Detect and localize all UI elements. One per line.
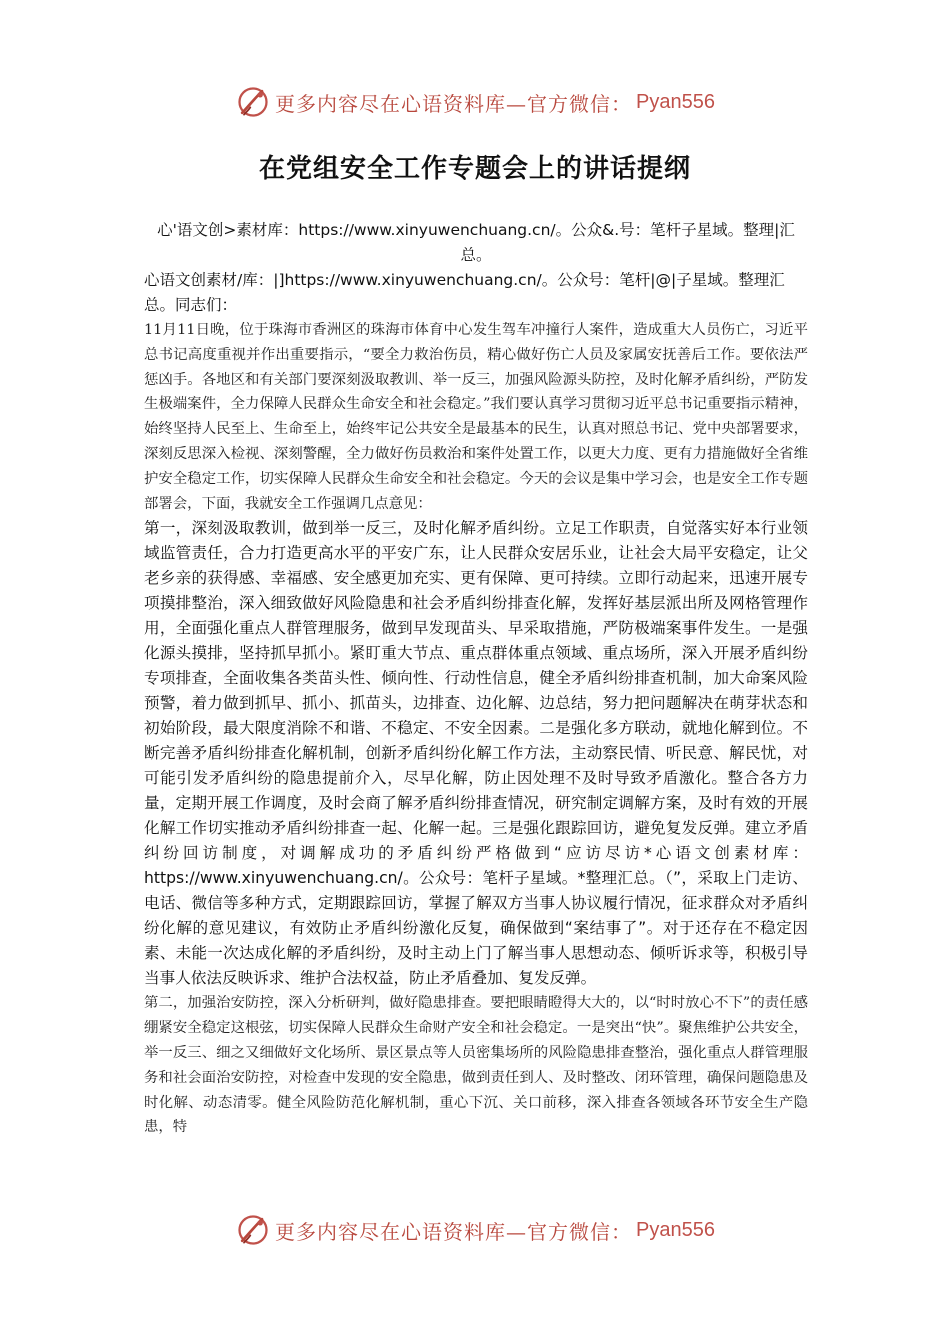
- document-body: [144, 218, 808, 1140]
- brush-logo-icon: [235, 1212, 271, 1248]
- banner-text: 更多内容尽在心语资料库—官方微信：: [275, 1219, 633, 1244]
- document-title: 在党组安全工作专题会上的讲话提纲: [258, 154, 691, 184]
- banner-text: 更多内容尽在心语资料库—官方微信：: [275, 91, 633, 116]
- paragraph-first-point: 第一，深刻汲取教训，做到举一反三，及时化解矛盾纠纷。立足工作职责，自觉落实好本行业领域监管责任，合力打造更高水平的平安广东，让人民群众安居乐业，让社会大局平安稳定，让父老乡亲的获得感、幸福感、安全感更加充实、更有保障、更可持续。立即行动起来，迅速开展专项摸排整治，深入细致做好风险隐患和社会矛盾纠纷排查化解，发挥好基层派出所及网格管理作用，全面强化重点人群管理服务，做到早发现苗头、早采取措施，严防极端案事件发生。一是强化源头摸排，坚持抓早抓小。紧盯重大节点、重点群体重点领域、重点场所，深入开展矛盾纠纷专项排查，全面收集各类苗头性、倾向性、行动性信息，健全矛盾纠纷排查机制，加大命案风险预警，着力做到抓早、抓小、抓苗头，边排查、边化解、边总结，努力把问题解决在萌芽状态和初始阶段，最大限度消除不和谐、不稳定、不安全因素。二是强化多方联动，就地化解到位。不断完善矛盾纠纷排查化解机制，创新矛盾纠纷化解工作方法，主动察民情、听民意、解民忧，对可能引发矛盾纠纷的隐患提前介入，尽早化解，防止因处理不及时导致矛盾激化。整合各方力量，定期开展工作调度，及时会商了解矛盾纠纷排查情况，研究制定调解方案，及时有效的开展化解工作切实推动矛盾纠纷排查一起、化解一起。三是强化跟踪回访，避免复发反弹。建立矛盾纠纷回访制度，对调解成功的矛盾纠纷严格做到“应访尽访*心语文创素材库：https://www.xinyuwenchuang.cn/。公众号：笔杆子星域。*整理汇总。（”，采取上门走访、电话、微信等多种方式，定期跟踪回访，掌握了解双方当事人协议履行情况，征求群众对矛盾纠纷化解的意见建议，有效防止矛盾纠纷激化反复，确保做到“案结事了”。对于还存在不稳定因素、未能一次达成化解的矛盾纠纷，及时主动上门了解当事人思想动态、倾听诉求等，积极引导当事人依法反映诉求、维护合法权益，防止矛盾叠加、复发反弹。: [144, 519, 808, 988]
- paragraph-second-point: 第二，加强治安防控，深入分析研判，做好隐患排查。要把眼睛瞪得大大的，以“时时放心不下”的责任感绷紧安全稳定这根弦，切实保障人民群众生命财产安全和社会稳定。一是突出“快”。聚焦维护公共安全，举一反三、细之又细做好文化场所、景区景点等人员密集场所的风险隐患排查整治，强化重点人群管理服务和社会面治安防控，对检查中发现的安全隐患，做到责任到人、及时整改、闭环管理，确保问题隐患及时化解、动态清零。健全风险防范化解机制，重心下沉、关口前移，深入排查各领域各环节安全生产隐患，特: [144, 995, 808, 1136]
- source-line-1: 心'语文创>素材库：https://www.xinyuwenchuang.cn/。公众&.号：笔杆子星域。整理|汇总。: [157, 221, 795, 264]
- footer-banner: [0, 1208, 950, 1252]
- brush-logo-icon: [235, 84, 271, 120]
- paragraph-intro: 11月11日晚，位于珠海市香洲区的珠海市体育中心发生驾车冲撞行人案件，造成重大人员伤亡，习近平总书记高度重视并作出重要指示，“要全力救治伤员，精心做好伤亡人员及家属安抚善后工作。要依法严惩凶手。各地区和有关部门要深刻汲取教训、举一反三，加强风险源头防控，及时化解矛盾纠纷，严防发生极端案件，全力保障人民群众生命安全和社会稳定。”我们要认真学习贯彻习近平总书记重要指示精神，始终坚持人民至上、生命至上，始终牢记公共安全是最基本的民生，认真对照总书记、党中央部署要求，深刻反思深入检视、深刻警醒，全力做好伤员救治和案件处置工作，以更大力度、更有力措施做好全省维护安全稳定工作，切实保障人民群众生命安全和社会稳定。今天的会议是集中学习会，也是安全工作专题部署会，下面，我就安全工作强调几点意见：: [144, 322, 808, 512]
- source-line-2: 心语文创素材/库：|]https://www.xinyuwenchuang.cn/。公众号：笔杆|@|子星域。整理汇总。同志们：: [144, 271, 785, 314]
- header-banner: [0, 80, 950, 124]
- banner-wechat-handle: Pyan556: [636, 90, 715, 113]
- banner-wechat-handle: Pyan556: [636, 1218, 715, 1241]
